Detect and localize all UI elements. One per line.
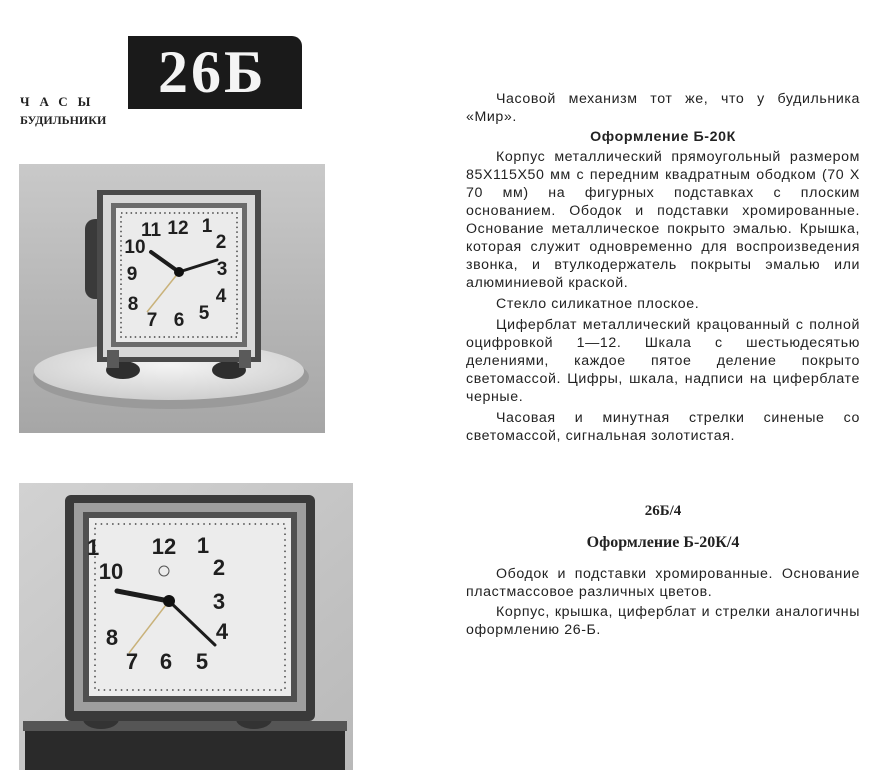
dial-number: 8: [127, 294, 139, 315]
dial-number: 7: [125, 649, 139, 674]
section1-paragraph: Часовая и минутная стрелки синеные со светомассой, сигнальная золотистая.: [466, 410, 860, 444]
dial-number: 8: [105, 625, 119, 650]
dial-number: 4: [215, 619, 229, 644]
dial-number: 2: [215, 232, 227, 253]
clock-photo-b20k4: [19, 483, 353, 770]
section1-paragraph: Корпус металлический прямоугольный размером 85Х115Х50 мм с передним квадратным ободком (70 Х 70 мм) на фигурных подставках с плоским основанием. Ободок и подставки хромированные. Основание металлическое покрыто эмалью. Крышка, которая служит одновременно для воспроизведения звонка, и втулкодержатель покрыты эмалью или алюминиевой краской.: [466, 149, 860, 291]
section2-paragraph: Ободок и подставки хромированные. Основание пластмассовое различных цветов.: [466, 566, 860, 600]
dial-number: 3: [216, 259, 228, 280]
catalog-number-badge: [128, 36, 302, 109]
category-heading-line1: ЧАСЫ: [20, 94, 101, 109]
category-heading-line2: БУДИЛЬНИКИ: [20, 113, 107, 127]
dial-number: 1: [196, 533, 210, 558]
dial-number: 11: [140, 220, 162, 241]
section2-title: Оформление Б-20К/4: [586, 534, 740, 551]
dial-number: 9: [126, 264, 138, 285]
dial-number: 12: [167, 218, 189, 239]
svg-text:1: 1: [87, 535, 100, 560]
section1-paragraph: Циферблат металлический крацованный с полной оцифровкой 1—12. Шкала с шестьюдесятью делениями, каждое пятое деление покрыто светомассой. Цифры, шкала, надписи на циферблате черные.: [466, 317, 860, 405]
dial-number: 6: [159, 649, 173, 674]
section2-text: [466, 565, 860, 639]
dial-number: 5: [198, 303, 210, 324]
section2-paragraph: Корпус, крышка, циферблат и стрелки аналогичны оформлению 26-Б.: [466, 604, 860, 638]
section1-text: [466, 90, 860, 445]
dial-number: 4: [215, 286, 227, 307]
dial-number: 6: [173, 310, 185, 331]
dial-number: 1: [201, 216, 213, 237]
dial-number: 10: [98, 559, 124, 584]
dial-number: 12: [151, 534, 177, 559]
section1-intro: Часовой механизм тот же, что у будильника «Мир».: [466, 91, 860, 125]
dial-number: 10: [124, 237, 146, 258]
section1-paragraph: Стекло силикатное плоское.: [496, 296, 700, 312]
dial-number: 5: [195, 649, 209, 674]
section1-title: Оформление Б-20К: [590, 129, 736, 145]
dial-number: 2: [212, 555, 226, 580]
catalog-number: 26Б: [158, 39, 267, 105]
dial-number: 7: [146, 310, 158, 331]
dial-number: 3: [212, 589, 226, 614]
section2-model-number: 26Б/4: [644, 503, 682, 519]
clock-photo-b20k: [19, 164, 325, 433]
